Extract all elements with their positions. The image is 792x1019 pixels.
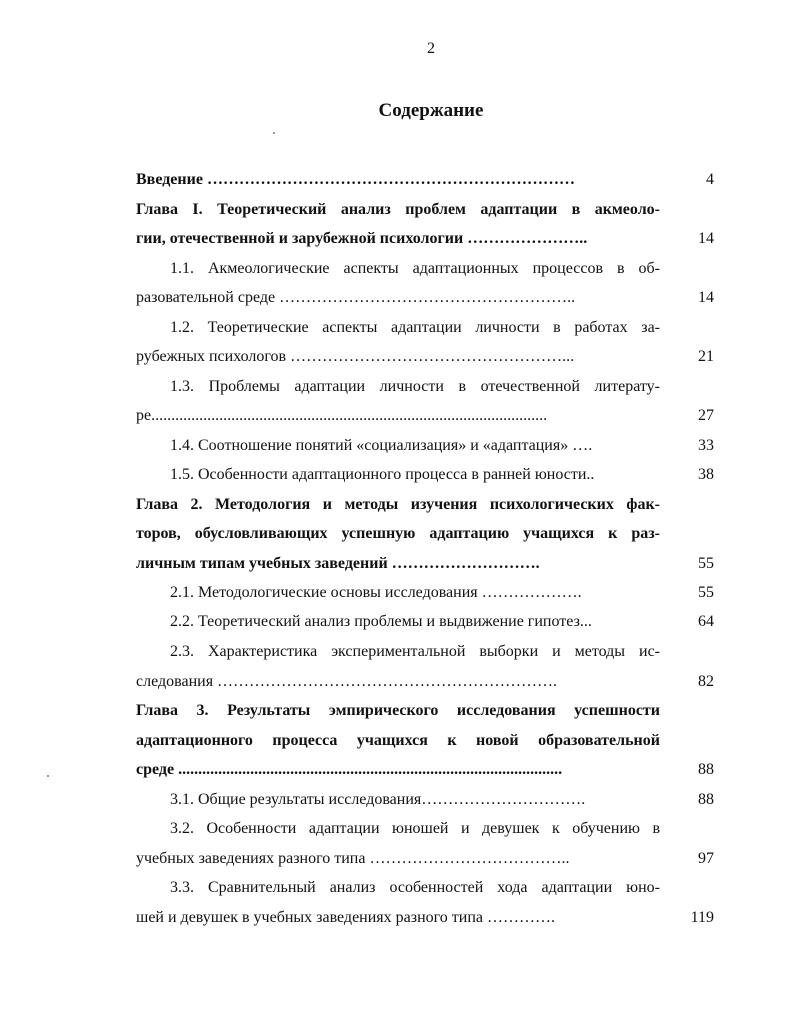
toc-page-ref: 27 <box>698 407 714 424</box>
toc-page-ref: 55 <box>698 584 714 601</box>
toc-page-ref: 4 <box>706 171 714 188</box>
toc-entry-chapter-2: Глава 2. Методология и методы изучения психологических фак- <box>136 496 660 513</box>
toc-entry-3-2: 3.2. Особенности адаптации юношей и девушек к обучению в <box>170 820 660 837</box>
toc-entry-3-2-cont: учебных заведениях разного типа ……………………………….. <box>136 850 570 867</box>
toc-entry-1-3-cont: ре................................................................................................... <box>136 407 548 424</box>
toc-entry-introduction: Введение …………………………………………………………… <box>136 171 575 188</box>
toc-page-ref: 38 <box>698 466 714 483</box>
toc-entry-chapter-3-cont: среде ................................................................................................ <box>136 761 563 778</box>
toc-page-ref: 14 <box>698 289 714 306</box>
toc-entry-chapter-3: Глава 3. Результаты эмпирического исследования успешности <box>136 702 660 719</box>
toc-page-ref: 33 <box>698 437 714 454</box>
toc-page-ref: 64 <box>698 613 714 630</box>
scan-speck <box>273 132 275 134</box>
toc-entry-1-1-cont: разовательной среде ……………………………………………….. <box>136 289 576 306</box>
toc-entry-2-2: 2.2. Теоретический анализ проблемы и выдвижение гипотез... <box>170 613 592 630</box>
toc-entry-chapter-1-cont: гии, отечественной и зарубежной психологии ………………….. <box>136 230 588 247</box>
toc-page-ref: 21 <box>698 348 714 365</box>
toc-entry-1-3: 1.3. Проблемы адаптации личности в отечественной литерату- <box>170 378 660 395</box>
page-title: Содержание <box>378 100 484 121</box>
toc-page-ref: 119 <box>690 909 714 926</box>
scan-speck <box>47 775 49 777</box>
toc-entry-2-3: 2.3. Характеристика экспериментальной выборки и методы ис- <box>170 643 660 660</box>
toc-entry-2-3-cont: следования ………………………………………………………. <box>136 673 558 690</box>
toc-entry-3-3: 3.3. Сравнительный анализ особенностей хода адаптации юно- <box>170 879 660 896</box>
toc-entry-chapter-2-cont: торов, обусловливающих успешную адаптацию учащихся к раз- <box>136 525 660 542</box>
toc-entry-chapter-3-cont: адаптационного процесса учащихся к новой образовательной <box>136 732 660 749</box>
toc-page-ref: 88 <box>698 761 714 778</box>
toc-entry-2-1: 2.1. Методологические основы исследования ………………. <box>170 584 582 601</box>
toc-entry-1-5: 1.5. Особенности адаптационного процесса в ранней юности.. <box>170 466 595 483</box>
toc-entry-1-4: 1.4. Соотношение понятий «социализация» и «адаптация» …. <box>170 437 593 454</box>
toc-entry-3-3-cont: шей и девушек в учебных заведениях разного типа …………. <box>136 909 556 926</box>
page-number: 2 <box>427 40 435 57</box>
toc-entry-chapter-1: Глава I. Теоретический анализ проблем адаптации в акмеоло- <box>136 201 660 218</box>
toc-page-ref: 14 <box>698 230 714 247</box>
toc-page-ref: 97 <box>698 850 714 867</box>
toc-entry-1-2: 1.2. Теоретические аспекты адаптации личности в работах за- <box>170 319 660 336</box>
toc-entry-3-1: 3.1. Общие результаты исследования…………………………. <box>170 791 586 808</box>
toc-page-ref: 55 <box>698 555 714 572</box>
toc-entry-1-1: 1.1. Акмеологические аспекты адаптационных процессов в об- <box>170 260 660 277</box>
toc-entry-1-2-cont: рубежных психологов ……………………………………………... <box>136 348 575 365</box>
toc-entry-chapter-2-cont: личным типам учебных заведений ………………………. <box>136 555 540 572</box>
toc-page-ref: 88 <box>698 791 714 808</box>
toc-page-ref: 82 <box>698 673 714 690</box>
